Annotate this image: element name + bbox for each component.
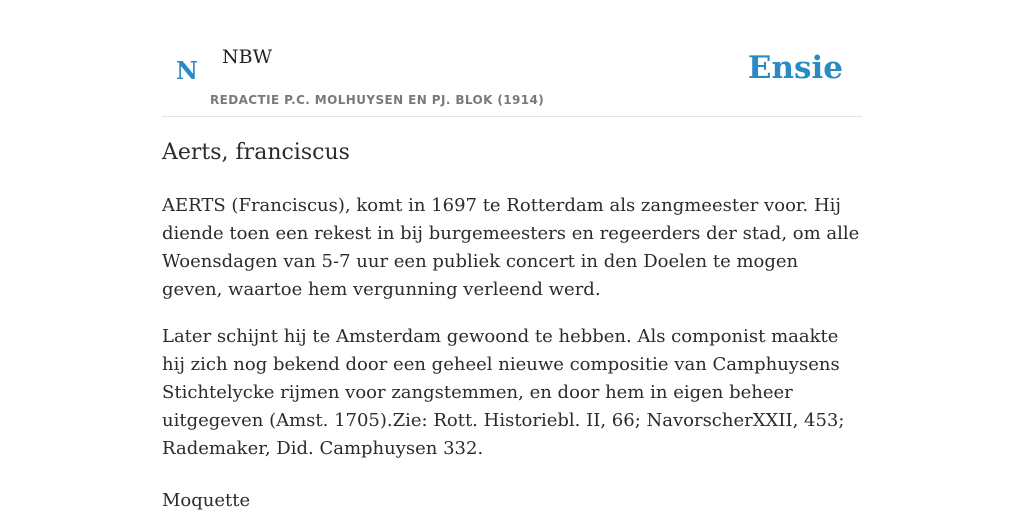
source-name[interactable]: NBW xyxy=(222,46,273,68)
article-title: Aerts, franciscus xyxy=(162,140,350,165)
source-logo[interactable]: N xyxy=(176,56,198,85)
page-header xyxy=(162,0,862,117)
article-paragraph: AERTS (Franciscus), komt in 1697 te Rotterdam als zangmeester voor. Hij diende toen een rekest in bij burgemeesters en regeerders der stad, om alle Woensdagen van 5-7 uur een publiek concert in den Doelen te mogen geven, waartoe hem vergunning verleend werd. xyxy=(162,195,860,300)
brand-logo[interactable]: Ensie xyxy=(747,50,843,86)
article-author: Moquette xyxy=(162,490,251,511)
article-paragraph: Later schijnt hij te Amsterdam gewoond te hebben. Als componist maakte hij zich nog bekend door een geheel nieuwe compositie van Camphuysens Stichtelycke rijmen voor zangstemmen, en door hem in eigen beheer uitgegeven (Amst. 1705).Zie: Rott. Historiebl. II, 66; NavorscherXXII, 453; Rademaker, Did. Camphuysen 332. xyxy=(162,326,845,459)
source-editors: REDACTIE P.C. MOLHUYSEN EN PJ. BLOK (1914) xyxy=(210,93,545,107)
